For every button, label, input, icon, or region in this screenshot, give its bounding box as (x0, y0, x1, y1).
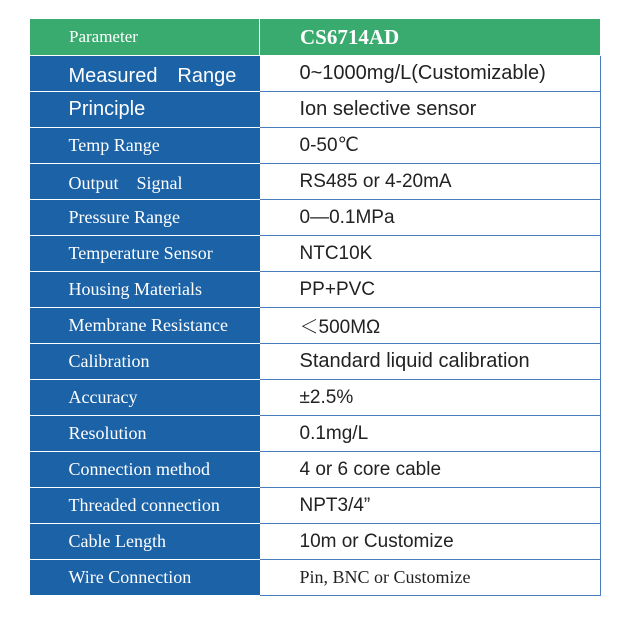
table-row (30, 560, 601, 596)
row-label-connection-method: Connection method (30, 452, 260, 488)
table-row (30, 344, 601, 380)
row-value-wire-connection: Pin, BNC or Customize (260, 560, 601, 596)
row-label-threaded-connection: Threaded connection (30, 488, 260, 524)
row-value-cable-length: 10m or Customize (260, 524, 601, 560)
table-row (30, 128, 601, 164)
table-row (30, 236, 601, 272)
header-parameter: Parameter (30, 19, 260, 56)
table-header-row (30, 19, 601, 56)
table-row (30, 524, 601, 560)
table-row (30, 416, 601, 452)
row-value-resolution: 0.1mg/L (260, 416, 601, 452)
table-row (30, 452, 601, 488)
row-value-temp-range: 0-50℃ (260, 128, 601, 164)
row-label-membrane-resistance: Membrane Resistance (30, 308, 260, 344)
row-value-calibration: Standard liquid calibration (260, 344, 601, 380)
spec-table (29, 18, 601, 596)
row-value-temperature-sensor: NTC10K (260, 236, 601, 272)
row-label-output-signal: Output Signal (30, 164, 260, 200)
row-value-membrane-resistance: ＜500MΩ (260, 308, 601, 344)
row-value-threaded-connection: NPT3/4” (260, 488, 601, 524)
table-row (30, 488, 601, 524)
row-value-housing-materials: PP+PVC (260, 272, 601, 308)
table-row (30, 272, 601, 308)
row-label-principle: Principle (30, 92, 260, 128)
row-value-pressure-range: 0—0.1MPa (260, 200, 601, 236)
row-label-housing-materials: Housing Materials (30, 272, 260, 308)
row-label-resolution: Resolution (30, 416, 260, 452)
row-value-principle: Ion selective sensor (260, 92, 601, 128)
row-value-output-signal: RS485 or 4-20mA (260, 164, 601, 200)
table-row (30, 164, 601, 200)
row-label-cable-length: Cable Length (30, 524, 260, 560)
row-value-accuracy: ±2.5% (260, 380, 601, 416)
row-value-measured-range: 0~1000mg/L(Customizable) (260, 56, 601, 92)
table-row (30, 200, 601, 236)
row-label-wire-connection: Wire Connection (30, 560, 260, 596)
row-label-temperature-sensor: Temperature Sensor (30, 236, 260, 272)
header-model: CS6714AD (260, 19, 601, 56)
table-row (30, 308, 601, 344)
row-label-temp-range: Temp Range (30, 128, 260, 164)
row-value-connection-method: 4 or 6 core cable (260, 452, 601, 488)
row-label-calibration: Calibration (30, 344, 260, 380)
table-row (30, 92, 601, 128)
spec-sheet (29, 18, 601, 596)
table-row (30, 56, 601, 92)
row-label-measured-range: Measured Range (30, 56, 260, 92)
row-label-accuracy: Accuracy (30, 380, 260, 416)
row-label-pressure-range: Pressure Range (30, 200, 260, 236)
table-row (30, 380, 601, 416)
